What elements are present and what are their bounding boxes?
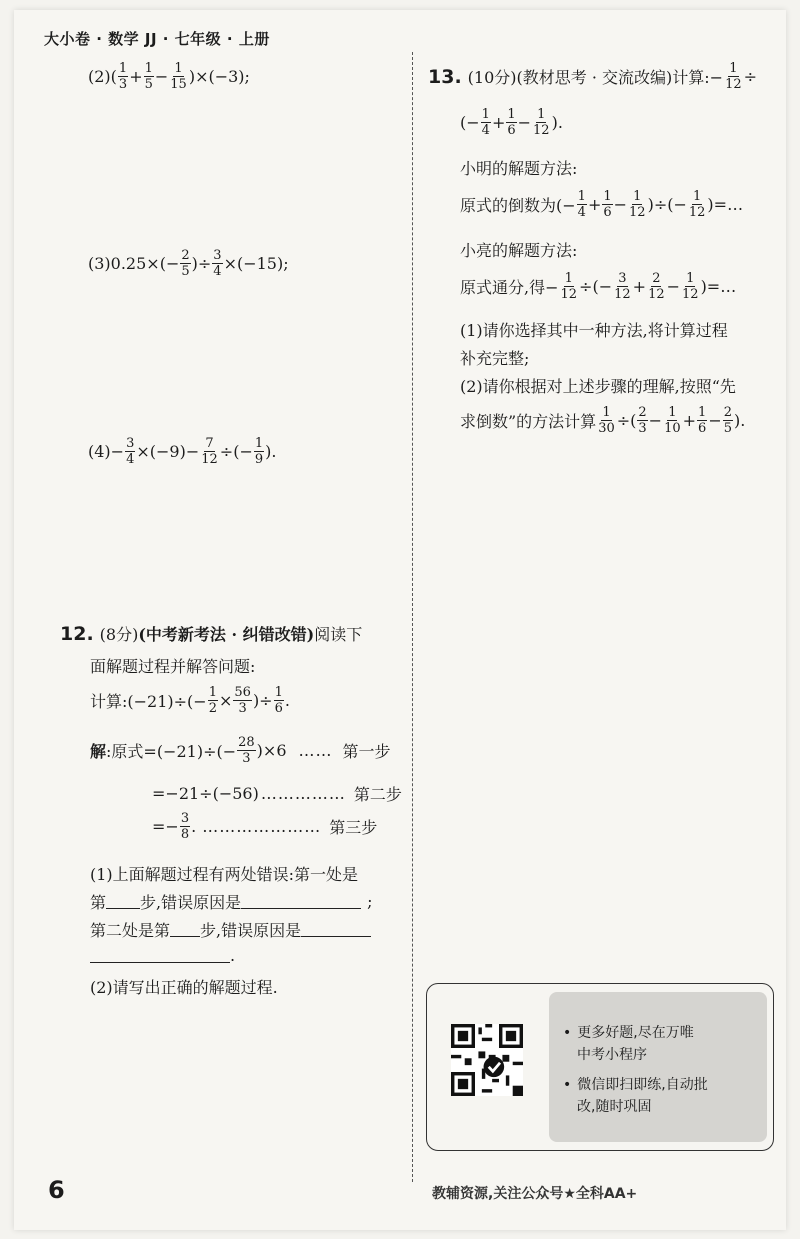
problem-2: (2)( $\frac{1}{3}$ + $\frac{1}{5}$ − $\frac{1}{15}$ )×(−3); — [88, 61, 250, 92]
problem-4: (4)− $\frac{3}{4}$ ×(−9)− $\frac{7}{12}$ ÷(− $\frac{1}{9}$ ). — [88, 436, 277, 467]
solution-step-2: =−21÷(−56) …………… 第二步 — [152, 784, 402, 804]
solution-step-3: =− $\frac{3}{8}$ . ………………… 第三步 — [152, 811, 378, 842]
solution-step-1: 解 :原式=(−21)÷(− $\frac{28}{3}$ )×6 …… 第一步 — [90, 735, 391, 766]
reason-blank-2[interactable] — [301, 922, 371, 937]
qr-code-icon[interactable] — [451, 1024, 523, 1096]
promo-item-2: • 微信即扫即练,自动批 改,随时巩固 — [563, 1077, 708, 1115]
promo-box — [426, 983, 774, 1151]
question-12-intro: 面解题过程并解答问题: — [90, 657, 256, 676]
promo-panel — [549, 992, 767, 1142]
reason-blank-2-continued[interactable] — [90, 948, 230, 963]
xiaoming-method: 原式的倒数为(− $\frac{1}{4}$ + $\frac{1}{6}$ − $\frac{1}{12}$ )÷(− $\frac{1}{12}$ )=… — [460, 189, 744, 220]
step-blank-2[interactable] — [170, 922, 200, 937]
step-blank-1[interactable] — [106, 894, 140, 909]
question-12-part-1: (1)上面解题过程有两处错误:第一处是 — [90, 865, 359, 884]
question-number: 13. — [428, 65, 462, 88]
question-12-part-1-line-4: . — [90, 946, 235, 965]
page-header: 大小卷 · 数学 JJ · 七年级 · 上册 — [44, 30, 270, 48]
question-12-part-1-line-2: 第 步,错误原因是 ; — [90, 892, 373, 912]
question-13-part-1-line-2: 补充完整; — [460, 349, 530, 368]
question-12-heading: 12. (8分) (中考新考法 · 纠错改错) 阅读下 — [60, 622, 363, 645]
question-13-heading: 13. (10分) (教材思考 · 交流改编) 计算:− $\frac{1}{12}$ ÷ — [428, 61, 758, 92]
promo-item-1: • 更多好题,尽在万唯 中考小程序 — [563, 1025, 694, 1063]
question-12-part-2: (2)请写出正确的解题过程. — [90, 978, 278, 997]
question-12-expression: 计算:(−21)÷(− $\frac{1}{2}$ × $\frac{56}{3}$ )÷ $\frac{1}{6}$ . — [90, 685, 290, 716]
question-13-expression: (− $\frac{1}{4}$ + $\frac{1}{6}$ − $\frac{1}{12}$ ). — [460, 107, 563, 138]
problem-3: (3)0.25×(− $\frac{2}{5}$ )÷ $\frac{3}{4}$ ×(−15); — [88, 248, 289, 279]
column-divider — [412, 52, 413, 1182]
question-13-part-2-expression: 求倒数”的方法计算 $\frac{1}{30}$ ÷( $\frac{2}{3}$ − $\frac{1}{10}$ + $\frac{1}{6}$ − $\frac{2}{5}$ ). — [460, 405, 746, 436]
xiaoliang-title: 小亮的解题方法: — [460, 241, 578, 260]
question-13-part-1: (1)请你选择其中一种方法,将计算过程 — [460, 321, 728, 340]
page-number: 6 — [48, 1176, 65, 1204]
question-12-part-1-line-3: 第二处是第 步,错误原因是 — [90, 918, 371, 941]
footer-text: 教辅资源,关注公众号★全科AA+ — [432, 1186, 638, 1202]
reason-blank-1[interactable] — [241, 894, 361, 909]
xiaoming-title: 小明的解题方法: — [460, 159, 578, 178]
xiaoliang-method: 原式通分,得− $\frac{1}{12}$ ÷(− $\frac{3}{12}$ + $\frac{2}{12}$ − $\frac{1}{12}$ )=… — [460, 271, 737, 302]
question-number: 12. — [60, 622, 94, 645]
question-13-part-2: (2)请你根据对上述步骤的理解,按照“先 — [460, 377, 736, 396]
